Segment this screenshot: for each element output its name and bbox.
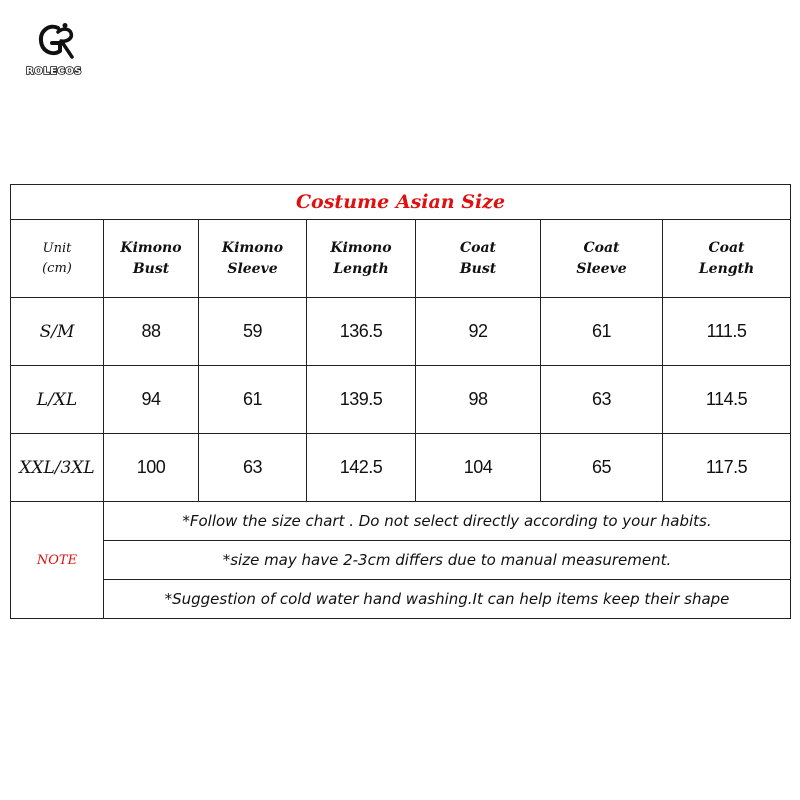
note-row bbox=[11, 502, 791, 541]
table-cell: 59 bbox=[199, 298, 307, 366]
table-row bbox=[11, 434, 791, 502]
table-cell: 142.5 bbox=[307, 434, 416, 502]
table-cell: 117.5 bbox=[663, 434, 791, 502]
note-label: NOTE bbox=[11, 502, 104, 619]
gr-monogram-icon bbox=[36, 22, 78, 62]
chart-title: Costume Asian Size bbox=[11, 185, 791, 220]
table-cell: 88 bbox=[104, 298, 199, 366]
table-row bbox=[11, 366, 791, 434]
brand-name: ROLECOS bbox=[26, 66, 82, 77]
table-row bbox=[11, 298, 791, 366]
unit-value: (cm) bbox=[42, 260, 72, 276]
size-label: S/M bbox=[11, 298, 104, 366]
table-cell: 136.5 bbox=[307, 298, 416, 366]
header-kimono-sleeve: Kimono Sleeve bbox=[199, 220, 307, 298]
table-cell: 92 bbox=[416, 298, 541, 366]
table-cell: 61 bbox=[541, 298, 663, 366]
table-cell: 94 bbox=[104, 366, 199, 434]
size-chart-table bbox=[10, 184, 791, 619]
table-cell: 63 bbox=[541, 366, 663, 434]
header-coat-length: Coat Length bbox=[663, 220, 791, 298]
note-text: *Follow the size chart . Do not select directly according to your habits. bbox=[104, 502, 791, 541]
header-kimono-bust: Kimono Bust bbox=[104, 220, 199, 298]
table-cell: 65 bbox=[541, 434, 663, 502]
unit-label: Unit bbox=[42, 240, 72, 256]
table-cell: 111.5 bbox=[663, 298, 791, 366]
table-cell: 61 bbox=[199, 366, 307, 434]
table-cell: 139.5 bbox=[307, 366, 416, 434]
table-cell: 98 bbox=[416, 366, 541, 434]
header-kimono-length: Kimono Length bbox=[307, 220, 416, 298]
table-cell: 63 bbox=[199, 434, 307, 502]
table-cell: 104 bbox=[416, 434, 541, 502]
unit-header bbox=[11, 220, 104, 298]
note-text: *size may have 2-3cm differs due to manual measurement. bbox=[104, 541, 791, 580]
table-cell: 114.5 bbox=[663, 366, 791, 434]
header-row bbox=[11, 220, 791, 298]
note-row bbox=[11, 541, 791, 580]
size-label: XXL/3XL bbox=[11, 434, 104, 502]
header-coat-sleeve: Coat Sleeve bbox=[541, 220, 663, 298]
brand-logo bbox=[18, 22, 90, 84]
header-coat-bust: Coat Bust bbox=[416, 220, 541, 298]
size-label: L/XL bbox=[11, 366, 104, 434]
note-text: *Suggestion of cold water hand washing.It can help items keep their shape bbox=[104, 580, 791, 619]
note-row bbox=[11, 580, 791, 619]
table-cell: 100 bbox=[104, 434, 199, 502]
